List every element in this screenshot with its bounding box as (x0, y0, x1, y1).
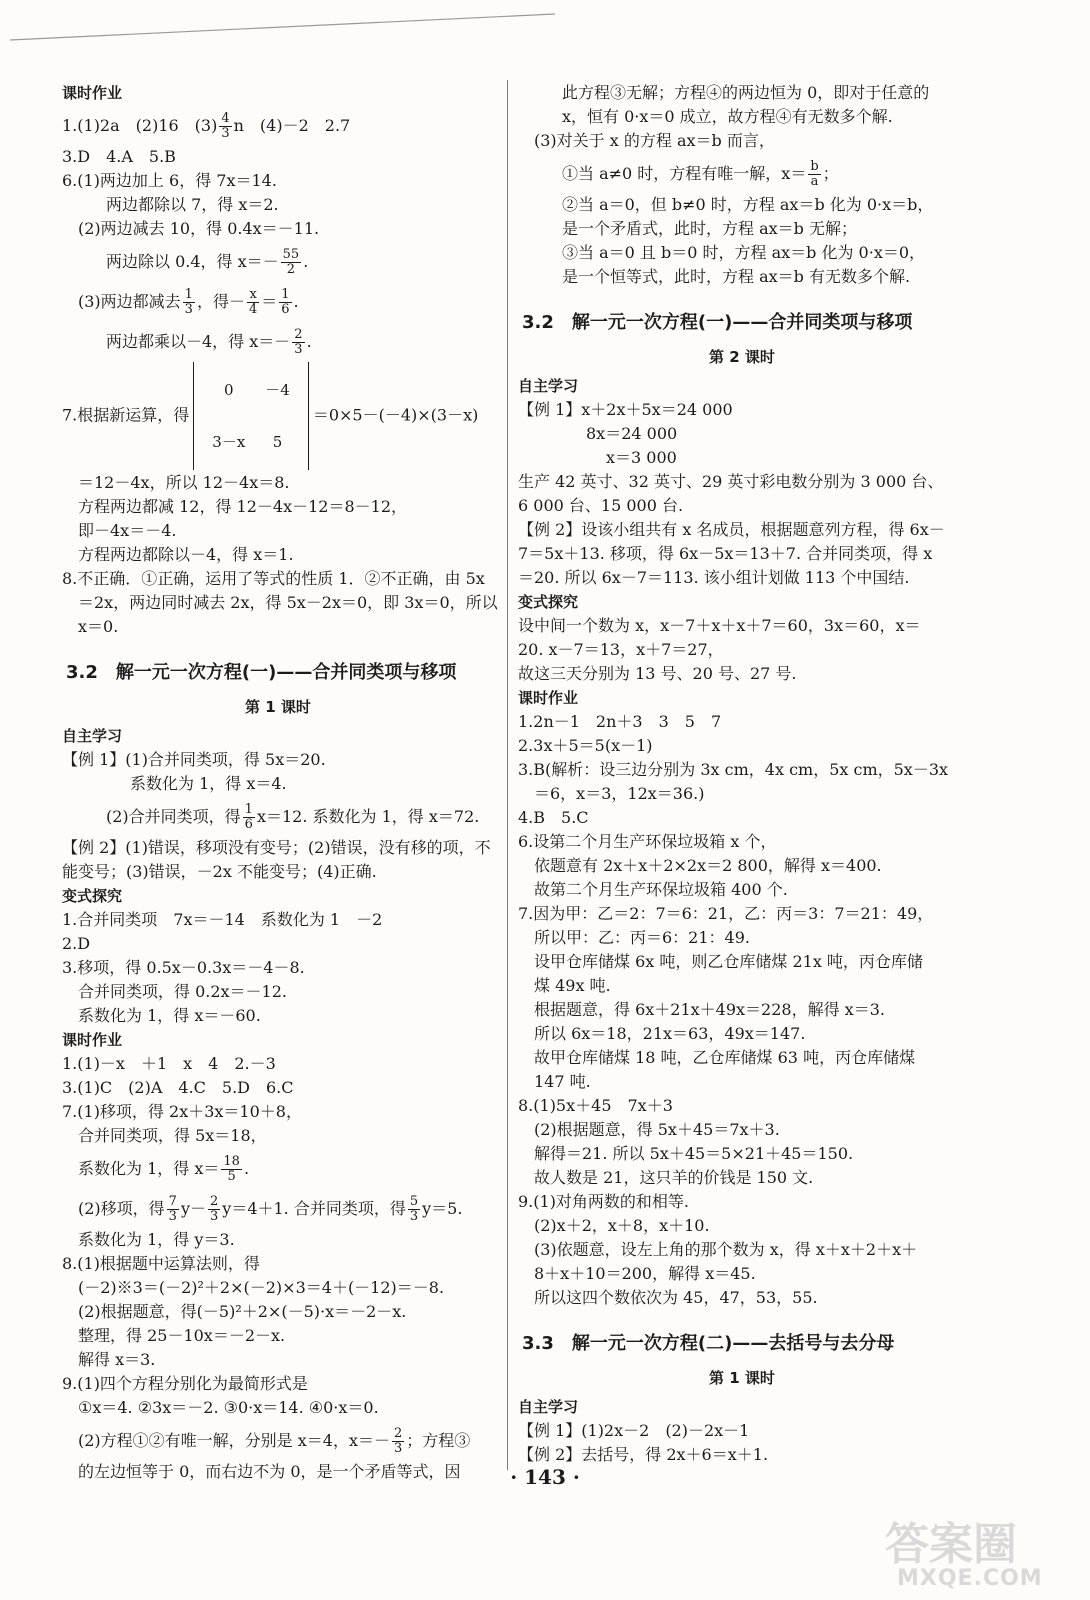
answer-line: 20. x－7＝13，x＋7＝27， (518, 640, 724, 659)
answer-line: ＝12－4x，所以 12－4x＝8. (78, 473, 290, 492)
answer-line: 生产 42 英寸、32 英寸、29 英寸彩电数分别为 3 000 台、 (518, 472, 944, 491)
variation-heading: 变式探究 (62, 887, 123, 905)
answer-line: 6.设第二个月生产环保垃圾箱 x 个， (518, 832, 777, 851)
answer-line: 故甲仓库储煤 18 吨，乙仓库储煤 63 吨，丙仓库储煤 (534, 1048, 916, 1067)
homework-heading: 课时作业 (62, 84, 123, 102)
answer-line: (2)两边减去 10，得 0.4x＝－11. (78, 219, 320, 238)
answer-line: 方程两边都除以－4，得 x＝1. (78, 545, 294, 564)
header-rule (10, 12, 555, 42)
fraction: $\frac{5}{3}$ (409, 1194, 419, 1224)
homework-heading: 课时作业 (62, 1031, 123, 1049)
answer-line: 147 吨. (534, 1072, 591, 1091)
answer-line: 2.D (62, 934, 91, 953)
answer-line: 故这三天分别为 13 号、20 号、27 号. (518, 664, 797, 683)
fraction: $\frac{1}{6}$ (281, 287, 290, 317)
fraction: $\frac{55}{2}$ (282, 247, 300, 277)
answer-line: 【例 1】(1)2x－2 (2)－2x－1 (518, 1421, 750, 1440)
answer-line: 整理，得 25－10x＝－2－x. (78, 1326, 286, 1345)
answer-line: 1.合并同类项 7x＝－14 系数化为 1 －2 (62, 910, 383, 929)
answer-line: 是一个矛盾式，此时，方程 ax＝b 无解； (562, 219, 857, 238)
answer-line: ＝20. 所以 6x－7＝113. 该小组计划做 113 个中国结. (518, 568, 910, 587)
fraction: $\frac{x}{4}$ (248, 287, 258, 317)
variation-heading: 变式探究 (518, 593, 579, 611)
answer-line: 【例 1】x＋2x＋5x＝24 000 (518, 400, 733, 419)
fraction: $\frac{2}{3}$ (210, 1194, 219, 1224)
fraction: $\frac{1}{3}$ (184, 287, 193, 317)
answer-line: (2)根据题意，得(－5)²＋2×(－5)·x＝－2－x. (78, 1302, 407, 1321)
answer-line: 3.B(解析：设三边分别为 3x cm，4x cm，5x cm，5x－3x (518, 760, 949, 779)
answer-line: 两边除以 0.4，得 x＝－ $\frac{55}{2}$ . (106, 247, 309, 277)
answer-line: (2)合并同类项，得 $\frac{1}{6}$ x＝12. 系数化为 1，得 x＝72. (106, 802, 480, 832)
self-study-heading: 自主学习 (518, 1398, 579, 1416)
lesson-title: 第 2 课时 (709, 348, 775, 366)
answer-line: ②当 a＝0，但 b≠0 时，方程 ax＝b 化为 0·x＝b， (562, 195, 934, 214)
answer-line: (3)对关于 x 的方程 ax＝b 而言， (534, 131, 775, 150)
answer-line: 4.B 5.C (518, 808, 589, 827)
answer-line: 故人数是 21，这只羊的价钱是 150 文. (534, 1168, 814, 1187)
answer-line: 【例 2】设该小组共有 x 名成员，根据题意列方程，得 6x－ (518, 520, 945, 539)
lesson-title: 第 1 课时 (709, 1369, 775, 1387)
answer-line: 故第二个月生产环保垃圾箱 400 个. (534, 880, 788, 899)
answer-line: 2.3x＋5＝5(x－1) (518, 736, 653, 755)
answer-line: 3.D 4.A 5.B (62, 147, 176, 166)
fraction: $\frac{1}{6}$ (244, 802, 253, 832)
left-column (62, 82, 498, 1485)
answer-line: 此方程③无解；方程④的两边恒为 0，即对于任意的 (562, 83, 930, 102)
answer-line: 8.(1)5x＋45 7x＋3 (518, 1096, 673, 1115)
answer-line: 3.(1)C (2)A 4.C 5.D 6.C (62, 1078, 294, 1097)
answer-line: (2)方程①②有唯一解，分别是 x＝4，x＝－ $\frac{2}{3}$ ；方程③ (78, 1426, 471, 1456)
answer-line: 能变号；(3)错误，－2x 不能变号；(4)正确. (62, 862, 377, 881)
watermark-logo (875, 1508, 1080, 1596)
answer-line: 两边都乘以－4，得 x＝－ $\frac{2}{3}$ . (106, 327, 312, 357)
answer-line: 8.(1)根据题中运算法则，得 (62, 1254, 260, 1273)
column-divider (507, 80, 508, 1470)
section-title: 3.3 解一元一次方程(二)——去括号与去分母 (522, 1333, 895, 1354)
answer-line: 【例 2】去括号，得 2x＋6＝x＋1. (518, 1445, 769, 1464)
answer-line: 所以这四个数依次为 45，47，53，55. (534, 1288, 818, 1307)
answer-line: 7.因为甲：乙＝2：7＝6：21，乙：丙＝3：7＝21：49， (518, 904, 934, 923)
answer-line: ①当 a≠0 时，方程有唯一解，x＝ $\frac{b}{a}$ ； (562, 159, 839, 189)
answer-line: 7＝5x＋13. 移项，得 6x－5x＝13＋7. 合并同类项，得 x (518, 544, 933, 563)
self-study-heading: 自主学习 (518, 377, 579, 395)
answer-line: 即－4x＝－4. (78, 521, 177, 540)
answer-line: 【例 1】(1)合并同类项，得 5x＝20. (62, 750, 326, 769)
answer-line: ①x＝4. ②3x＝－2. ③0·x＝14. ④0·x＝0. (78, 1398, 379, 1417)
answer-line: ③当 a＝0 且 b＝0 时，方程 ax＝b 化为 0·x＝0， (562, 243, 926, 262)
fraction: $\frac{2}{3}$ (393, 1426, 403, 1456)
answer-line: 合并同类项，得 5x＝18， (78, 1126, 267, 1145)
answer-line: 8＋x＋10＝200，解得 x＝45. (534, 1264, 756, 1283)
answer-line: 系数化为 1，得 x＝ $\frac{18}{5}$ . (78, 1154, 250, 1184)
answer-line: 设中间一个数为 x，x－7＋x＋x＋7＝60，3x＝60，x＝ (518, 616, 921, 635)
determinant: 0 －4 3－x 5 (193, 362, 309, 470)
answer-line: x，恒有 0·x＝0 成立，故方程④有无数多个解. (562, 107, 893, 126)
answer-line: 1.(1)2a (2)16 (3) $\frac{4}{3}$ n (4)－2 2.7 (62, 111, 351, 141)
answer-line: 9.(1)对角两数的和相等. (518, 1192, 690, 1211)
fraction: $\frac{b}{a}$ (810, 159, 819, 189)
answer-line: 8.不正确．①正确，运用了等式的性质 1．②不正确，由 5x (62, 569, 485, 588)
answer-line: ＝2x，两边同时减去 2x，得 5x－2x＝0，即 3x＝0，所以 (78, 593, 498, 612)
answer-line: (－2)※3＝(－2)²＋2×(－2)×3＝4＋(－12)＝－8. (78, 1278, 445, 1297)
answer-line: 1.(1)－x ＋1 x 4 2.－3 (62, 1054, 276, 1073)
answer-line: x＝3 000 (606, 448, 677, 467)
self-study-heading: 自主学习 (62, 727, 123, 745)
answer-line: 6.(1)两边加上 6，得 7x＝14. (62, 171, 277, 190)
answer-line: 6 000 台、15 000 台. (518, 496, 684, 515)
fraction: $\frac{2}{3}$ (294, 327, 303, 357)
answer-line: 根据题意，得 6x＋21x＋49x＝228，解得 x＝3. (534, 1000, 885, 1019)
answer-line: 系数化为 1，得 y＝3. (78, 1230, 235, 1249)
answer-line: 解得 x＝3. (78, 1350, 156, 1369)
fraction: $\frac{4}{3}$ (221, 111, 230, 141)
answer-line: 3.移项，得 0.5x－0.3x＝－4－8. (62, 958, 305, 977)
answer-line: 系数化为 1，得 x＝4. (130, 774, 287, 793)
section-title: 3.2 解一元一次方程(一)——合并同类项与移项 (66, 662, 457, 683)
answer-line: 是一个恒等式，此时，方程 ax＝b 有无数多个解. (562, 267, 911, 286)
answer-line: (2)x＋2，x＋8，x＋10. (534, 1216, 710, 1235)
answer-line: 7.根据新运算，得 0 －4 3－x 5 ＝0×5－(－4)×(3－x) (62, 362, 494, 470)
answer-line: (3)依题意，设左上角的那个数为 x，得 x＋x＋2＋x＋ (534, 1240, 918, 1259)
watermark-domain: MXQE.COM (897, 1566, 1043, 1591)
answer-line: 设甲仓库储煤 6x 吨，则乙仓库储煤 21x 吨，丙仓库储 (534, 952, 923, 971)
answer-line: 所以甲：乙：丙＝6：21：49. (534, 928, 750, 947)
answer-line: 7.(1)移项，得 2x＋3x＝10＋8， (62, 1102, 302, 1121)
watermark-logo-text: 答案圈 (885, 1519, 1017, 1570)
answer-line: 煤 49x 吨. (534, 976, 611, 995)
answer-line: 合并同类项，得 0.2x＝－12. (78, 982, 288, 1001)
lesson-title: 第 1 课时 (245, 698, 311, 716)
answer-line: 的左边恒等于 0，而右边不为 0，是一个矛盾等式，因 (78, 1462, 461, 1481)
answer-line: 解得＝21. 所以 5x＋45＝5×21＋45＝150. (534, 1144, 854, 1163)
answer-line: (2)根据题意，得 5x＋45＝7x＋3. (534, 1120, 780, 1139)
homework-heading: 课时作业 (518, 689, 579, 707)
answer-line: 系数化为 1，得 x＝－60. (78, 1006, 261, 1025)
answer-line: (2)移项，得 $\frac{7}{3}$ y－ $\frac{2}{3}$ y＝4＋1. 合并同类项，得 $\frac{5}{3}$ y＝5. (78, 1194, 463, 1224)
section-title: 3.2 解一元一次方程(一)——合并同类项与移项 (522, 312, 913, 333)
answer-line: (3)两边都减去 $\frac{1}{3}$ ，得－ $\frac{x}{4}$ ＝ $\frac{1}{6}$ . (78, 287, 299, 317)
right-column (518, 82, 966, 1468)
answer-line: 依题意有 2x＋x＋2×2x＝2 800，解得 x＝400. (534, 856, 882, 875)
answer-line: 方程两边都减 12，得 12－4x－12＝8－12， (78, 497, 407, 516)
answer-line: 两边都除以 7，得 x＝2. (106, 195, 279, 214)
answer-line: x＝0. (78, 617, 119, 636)
answer-line: 所以 6x＝18，21x＝63，49x＝147. (534, 1024, 806, 1043)
answer-line: 1.2n－1 2n＋3 3 5 7 (518, 712, 722, 731)
answer-line: 8x＝24 000 (586, 424, 678, 443)
fraction: $\frac{18}{5}$ (223, 1154, 240, 1184)
page-number: · 143 · (510, 1465, 580, 1489)
answer-line: ＝6，x＝3，12x＝36.) (534, 784, 705, 803)
fraction: $\frac{7}{3}$ (168, 1194, 177, 1224)
answer-line: 9.(1)四个方程分别化为最简形式是 (62, 1374, 308, 1393)
answer-line: 【例 2】(1)错误，移项没有变号；(2)错误，没有移的项，不 (62, 838, 491, 857)
